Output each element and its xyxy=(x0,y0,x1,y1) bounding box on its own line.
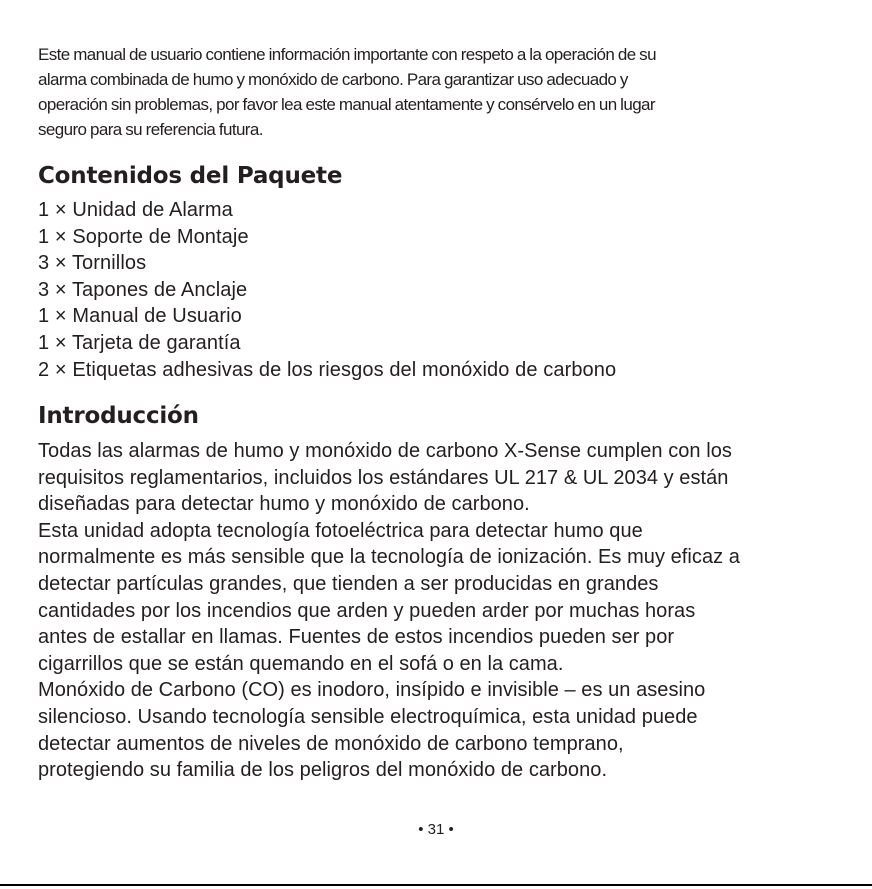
body-line: silencioso. Usando tecnología sensible electroquímica, esta unidad puede xyxy=(38,705,698,728)
body-line: Esta unidad adopta tecnología fotoeléctrica para detectar humo que xyxy=(38,519,643,542)
list-item: 2 × Etiquetas adhesivas de los riesgos del monóxido de carbono xyxy=(38,358,617,381)
intro-line: operación sin problemas, por favor lea este manual atentamente y consérvelo en un lugar xyxy=(38,95,655,114)
body-line: detectar partículas grandes, que tienden a ser producidas en grandes xyxy=(38,572,659,595)
body-line: Monóxido de Carbono (CO) es inodoro, insípido e invisible – es un asesino xyxy=(38,679,706,702)
introduction-body xyxy=(38,438,858,784)
body-line: protegiendo su familia de los peligros del monóxido de carbono. xyxy=(38,759,608,782)
body-line: cantidades por los incendios que arden y pueden arder por muchas horas xyxy=(38,599,696,622)
list-item: 3 × Tornillos xyxy=(38,252,147,275)
intro-line: seguro para su referencia futura. xyxy=(38,120,263,139)
page-number: • 31 • xyxy=(418,821,454,838)
body-line: requisitos reglamentarios, incluidos los estándares UL 217 & UL 2034 y están xyxy=(38,466,729,489)
body-line: Todas las alarmas de humo y monóxido de carbono X-Sense cumplen con los xyxy=(38,440,732,462)
list-item: 1 × Tarjeta de garantía xyxy=(38,331,241,354)
body-line: diseñadas para detectar humo y monóxido de carbono. xyxy=(38,493,530,516)
intro-line: Este manual de usuario contiene información importante con respeto a la operación de su xyxy=(38,45,656,64)
list-item: 1 × Soporte de Montaje xyxy=(38,225,249,248)
intro-paragraph xyxy=(38,42,838,142)
body-line: normalmente es más sensible que la tecnología de ionización. Es muy eficaz a xyxy=(38,546,740,569)
bottom-divider xyxy=(0,884,872,886)
package-contents-heading: Contenidos del Paquete xyxy=(38,163,343,189)
introduction-heading: Introducción xyxy=(38,403,199,429)
list-item: 1 × Unidad de Alarma xyxy=(38,199,233,221)
body-line: cigarrillos que se están quemando en el sofá o en la cama. xyxy=(38,652,564,675)
body-line: detectar aumentos de niveles de monóxido de carbono temprano, xyxy=(38,732,624,755)
list-item: 1 × Manual de Usuario xyxy=(38,305,242,328)
package-contents-list xyxy=(38,197,616,383)
list-item: 3 × Tapones de Anclaje xyxy=(38,278,248,301)
body-line: antes de estallar en llamas. Fuentes de estos incendios pueden ser por xyxy=(38,626,675,649)
intro-line: alarma combinada de humo y monóxido de carbono. Para garantizar uso adecuado y xyxy=(38,70,628,89)
